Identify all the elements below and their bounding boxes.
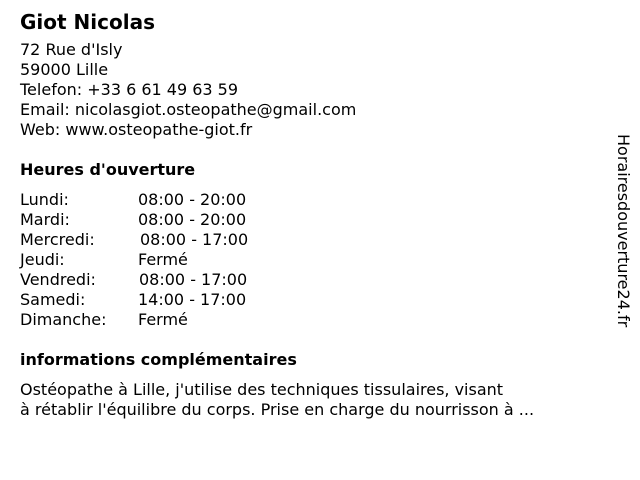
brand-watermark	[612, 134, 634, 370]
brand-text: Horairesdouverture24.fr	[614, 134, 633, 328]
address-street: 72 Rue d'Isly	[20, 40, 123, 59]
description-line-2: à rétablir l'équilibre du corps. Prise en charge du nourrisson à ...	[20, 400, 535, 419]
email-address: Email: nicolasgiot.osteopathe@gmail.com	[20, 100, 357, 119]
hours-heading: Heures d'ouverture	[20, 160, 196, 179]
day-label: Jeudi:	[20, 250, 65, 269]
time-value: 08:00 - 17:00	[139, 270, 248, 289]
day-label: Lundi:	[20, 190, 69, 209]
hours-row-monday	[20, 190, 600, 210]
hours-row-tuesday	[20, 210, 600, 230]
day-label: Dimanche:	[20, 310, 107, 329]
hours-row-wednesday	[20, 230, 600, 250]
address-city: 59000 Lille	[20, 60, 109, 79]
website: Web: www.osteopathe-giot.fr	[20, 120, 253, 139]
business-name: Giot Nicolas	[20, 10, 155, 34]
hours-row-saturday	[20, 290, 600, 310]
hours-row-sunday	[20, 310, 600, 330]
time-value: 08:00 - 20:00	[138, 210, 247, 229]
description	[20, 380, 600, 420]
phone-number: Telefon: +33 6 61 49 63 59	[20, 80, 239, 99]
time-value: 14:00 - 17:00	[138, 290, 247, 309]
day-label: Mercredi:	[20, 230, 95, 249]
day-label: Vendredi:	[20, 270, 96, 289]
time-value: Fermé	[138, 250, 188, 269]
hours-row-friday	[20, 270, 600, 290]
hours-row-thursday	[20, 250, 600, 270]
time-value: 08:00 - 17:00	[140, 230, 249, 249]
description-line-1: Ostéopathe à Lille, j'utilise des techniques tissulaires, visant	[20, 380, 504, 399]
day-label: Samedi:	[20, 290, 86, 309]
time-value: 08:00 - 20:00	[138, 190, 247, 209]
time-value: Fermé	[138, 310, 188, 329]
info-heading: informations complémentaires	[20, 350, 297, 369]
business-card	[20, 8, 600, 420]
day-label: Mardi:	[20, 210, 70, 229]
